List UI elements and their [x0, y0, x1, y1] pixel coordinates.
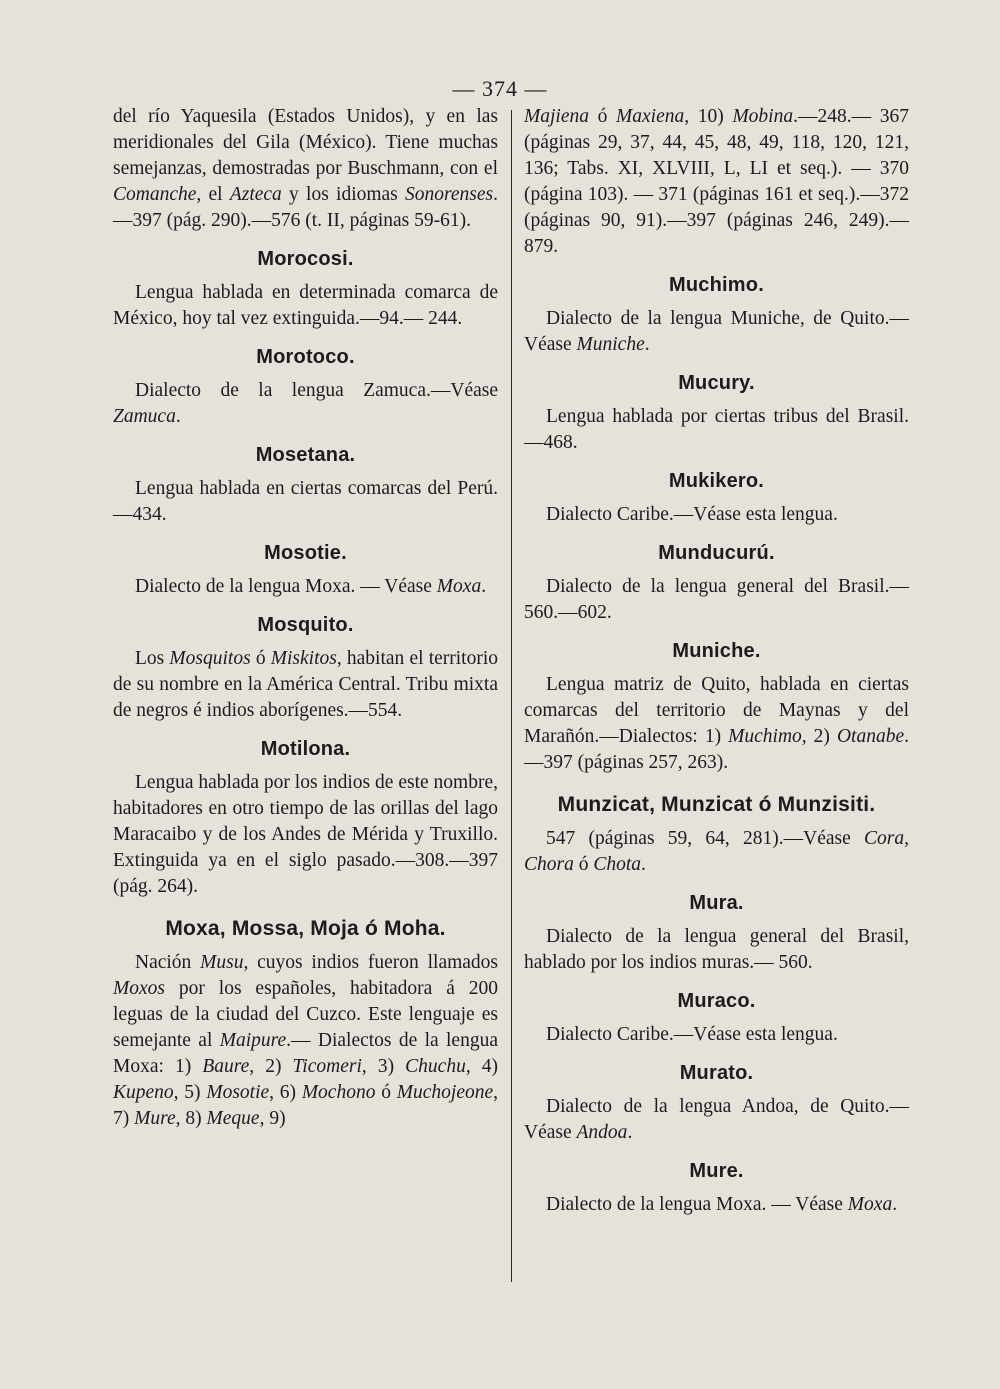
entry-text: [524, 1022, 909, 1048]
entry-mure: [524, 1158, 909, 1218]
entry-munducuru: [524, 540, 909, 626]
text-run: Lengua hablada en determinada comarca de México, hoy tal vez extinguida.—94.— 244.: [113, 282, 498, 329]
text-run: .: [644, 334, 650, 355]
text-run: Dialecto Caribe.—Véase esta lengua.: [546, 504, 838, 525]
entry-text: [113, 770, 498, 900]
italic-term: Maipure: [219, 1030, 287, 1051]
entry-text: [524, 104, 909, 260]
text-run: Lengua hablada por los indios de este nombre, habitadores en otro tiempo de las orillas del lago Maracaibo y de los Andes de Mérida y Truxillo. Extinguida ya en el siglo pasado.—308.—397 (pág. 264).: [113, 772, 498, 897]
italic-term: Ticomeri: [292, 1056, 362, 1077]
italic-term: Majiena: [524, 106, 589, 127]
entry-text: [113, 378, 498, 430]
entry-heading: Moxa, Mossa, Moja ó Moha.: [165, 917, 446, 940]
italic-term: Baure: [202, 1056, 250, 1077]
text-run: .—397 (páginas 257, 263).: [524, 726, 909, 773]
entry-text: [113, 476, 498, 528]
text-run: Nación: [135, 952, 201, 973]
text-run: ó: [375, 1082, 397, 1103]
entry-heading: Mosotie.: [264, 542, 347, 564]
entry-text: [524, 826, 909, 878]
entry-heading: Munducurú.: [658, 542, 775, 564]
italic-term: Miskitos: [270, 648, 337, 669]
italic-term: Mosquitos: [169, 648, 251, 669]
text-run: Dialecto de la lengua Andoa, de Quito.— Véase: [524, 1096, 909, 1143]
entry-muraco: [524, 988, 909, 1048]
italic-term: Muniche: [576, 334, 645, 355]
italic-term: Mure: [134, 1108, 176, 1129]
italic-term: Sonorenses: [405, 184, 494, 205]
text-run: , 2): [249, 1056, 293, 1077]
entry-muniche: [524, 638, 909, 776]
entry-mura: [524, 890, 909, 976]
text-run: 547 (páginas 59, 64, 281).—Véase: [546, 828, 865, 849]
entry-heading: Munzicat, Munzicat ó Munzisiti.: [557, 793, 876, 816]
text-run: , 3): [361, 1056, 406, 1077]
left-column: [113, 104, 498, 1132]
text-run: Lengua matriz de Quito, hablada en ciertas comarcas del territorio de Maynas y del Marañón.—Dialectos: 1): [524, 674, 909, 747]
text-run: Los: [135, 648, 170, 669]
text-run: , cuyos indios fueron llamados: [243, 952, 499, 973]
italic-term: Moxa: [436, 576, 482, 597]
italic-term: Comanche: [113, 184, 197, 205]
italic-term: Zamuca: [113, 406, 176, 427]
entry-text: [524, 404, 909, 456]
entry-mucury: [524, 370, 909, 456]
entry-text: [524, 924, 909, 976]
entry-murato: [524, 1060, 909, 1146]
entry-text: [113, 950, 498, 1132]
italic-term: Mochono: [301, 1082, 376, 1103]
entry-heading: Mura.: [689, 892, 744, 914]
text-run: , 9): [259, 1108, 286, 1129]
italic-term: Chota: [593, 854, 642, 875]
text-run: , 8): [175, 1108, 207, 1129]
entry-moxa-mossa-moja-o-moha: [113, 916, 498, 1132]
entry-heading: Mure.: [689, 1160, 744, 1182]
entry-text: [113, 280, 498, 332]
text-run: , 2): [801, 726, 837, 747]
text-run: Dialecto de la lengua general del Brasil, hablado por los indios muras.— 560.: [524, 926, 909, 973]
text-run: , 7): [113, 1082, 499, 1129]
italic-term: Azteca: [229, 184, 282, 205]
entry-mosotie: [113, 540, 498, 600]
entry-heading: Mosquito.: [257, 614, 354, 636]
text-run: , habitan el territorio de su nombre en la América Central. Tribu mixta de negros é indios aborígenes.—554.: [113, 648, 499, 721]
text-run: ó: [250, 648, 271, 669]
italic-term: Kupeno: [113, 1082, 174, 1103]
entry-heading: Morocosi.: [257, 248, 354, 270]
entry-mosquito: [113, 612, 498, 724]
entry-heading: Mosetana.: [255, 444, 356, 466]
text-run: Lengua hablada en ciertas comarcas del Perú.—434.: [113, 478, 498, 525]
italic-term: Mobina: [732, 106, 794, 127]
text-run: .: [627, 1122, 633, 1143]
italic-term: Cora: [864, 828, 905, 849]
entry-muchimo: [524, 272, 909, 358]
italic-term: Andoa: [576, 1122, 628, 1143]
italic-term: Muchimo: [728, 726, 802, 747]
italic-term: Chora: [524, 854, 574, 875]
italic-term: Maxiena: [616, 106, 685, 127]
text-run: .—248.— 367 (páginas 29, 37, 44, 45, 48, 49, 118, 120, 121, 136; Tabs. XI, XLVIII, L, LI et seq.). — 370 (página 103). — 371 (páginas 161 et seq.).—372 (páginas 90, 91).—397 (páginas 246, 249).—879.: [524, 106, 910, 257]
italic-term: Chuchu: [405, 1056, 466, 1077]
text-run: , 5): [173, 1082, 207, 1103]
entry-munzicat-munzicat-o-munzisiti: [524, 792, 909, 878]
text-run: Dialecto de la lengua Zamuca.—Véase: [135, 380, 498, 401]
italic-term: Muchojeone: [396, 1082, 494, 1103]
text-run: ó: [588, 106, 617, 127]
entry-text: [524, 1094, 909, 1146]
text-run: Lengua hablada por ciertas tribus del Brasil.—468.: [524, 406, 909, 453]
entry-text: [524, 672, 909, 776]
entry-text: [524, 1192, 909, 1218]
entry-text: [524, 574, 909, 626]
page-number: — 374 —: [452, 76, 548, 101]
text-run: .—397 (pág. 290).—576 (t. II, páginas 59-61).: [113, 184, 498, 231]
entry-heading: Muraco.: [677, 990, 756, 1012]
entry-heading: Morotoco.: [256, 346, 355, 368]
text-run: .— Dialectos de la lengua Moxa: 1): [113, 1030, 498, 1077]
entry-heading: Motilona.: [260, 738, 351, 760]
entry-text: [524, 502, 909, 528]
text-run: Dialecto de la lengua Muniche, de Quito.—Véase: [524, 308, 909, 355]
italic-term: Meque: [206, 1108, 260, 1129]
text-run: del río Yaquesila (Estados Unidos), y en las meridionales del Gila (México). Tiene muchas semejanzas, demostradas por Buschmann, con el: [113, 106, 498, 179]
entry-morotoco: [113, 344, 498, 430]
text-run: Dialecto de la lengua general del Brasil.— 560.—602.: [524, 576, 909, 623]
text-run: Dialecto de la lengua Moxa. — Véase: [135, 576, 437, 597]
text-run: , 10): [684, 106, 733, 127]
column-divider: [511, 110, 512, 1282]
entry-motilona: [113, 736, 498, 900]
entry-heading: Murato.: [679, 1062, 754, 1084]
italic-term: Musu: [200, 952, 244, 973]
text-run: ,: [904, 828, 909, 849]
entry-heading: Mucury.: [678, 372, 755, 394]
entry-text: [113, 574, 498, 600]
text-run: Dialecto Caribe.—Véase esta lengua.: [546, 1024, 838, 1045]
text-run: Dialecto de la lengua Moxa. — Véase: [546, 1194, 848, 1215]
entry-text: [113, 646, 498, 724]
entry-continuation: [524, 104, 909, 260]
entry-heading: Muchimo.: [669, 274, 764, 296]
italic-term: Moxos: [113, 978, 165, 999]
text-run: .: [481, 576, 487, 597]
italic-term: Otanabe: [836, 726, 905, 747]
entry-mukikero: [524, 468, 909, 528]
entry-continuation: [113, 104, 498, 234]
entry-text: [524, 306, 909, 358]
entry-morocosi: [113, 246, 498, 332]
entry-text: [113, 104, 498, 234]
entry-mosetana: [113, 442, 498, 528]
right-column: [524, 104, 909, 1218]
text-run: .: [641, 854, 646, 875]
italic-term: Mosotie: [206, 1082, 270, 1103]
text-run: , el: [196, 184, 230, 205]
entry-heading: Mukikero.: [668, 470, 765, 492]
text-run: , 6): [269, 1082, 302, 1103]
text-run: y los idiomas: [281, 184, 406, 205]
text-run: por los españoles, habitadora á 200 leguas de la ciudad del Cuzco. Este lenguaje es semejante al: [113, 978, 498, 1051]
text-run: .: [892, 1194, 898, 1215]
text-run: .: [175, 406, 181, 427]
entry-heading: Muniche.: [672, 640, 761, 662]
text-run: ó: [573, 854, 594, 875]
text-run: , 4): [465, 1056, 499, 1077]
italic-term: Moxa: [847, 1194, 893, 1215]
